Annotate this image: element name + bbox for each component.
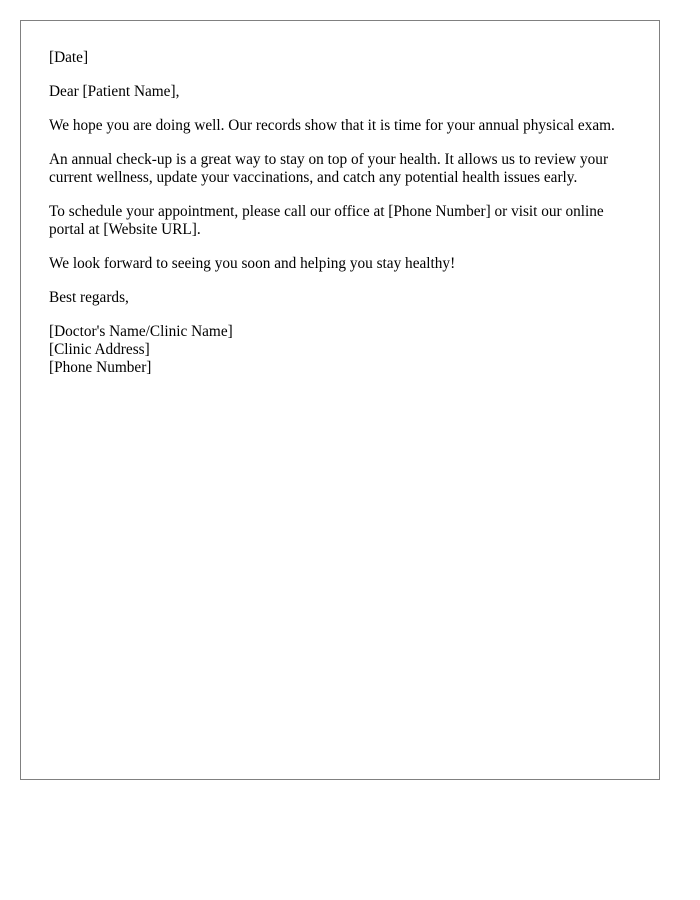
letter-paragraph-checkup: An annual check-up is a great way to stay on top of your health. It allows us to review your current wellness, update your vaccinations, and catch any potential health issues early.: [49, 151, 609, 186]
letter-closing: Best regards,: [49, 289, 129, 306]
letter-date: [Date]: [49, 49, 89, 66]
letter-paragraph-closing-remark: We look forward to seeing you soon and helping you stay healthy!: [49, 255, 456, 272]
letter-paragraph-schedule: To schedule your appointment, please call our office at [Phone Number] or visit our online portal at [Website URL].: [49, 203, 604, 238]
signature-phone: [Phone Number]: [49, 359, 152, 376]
letter-salutation: Dear [Patient Name],: [49, 83, 180, 100]
letter-signature-block: [49, 323, 631, 377]
signature-address: [Clinic Address]: [49, 341, 150, 358]
letter-page: [20, 20, 660, 780]
letter-paragraph-intro: We hope you are doing well. Our records show that it is time for your annual physical exam.: [49, 117, 615, 134]
signature-name: [Doctor's Name/Clinic Name]: [49, 323, 233, 340]
